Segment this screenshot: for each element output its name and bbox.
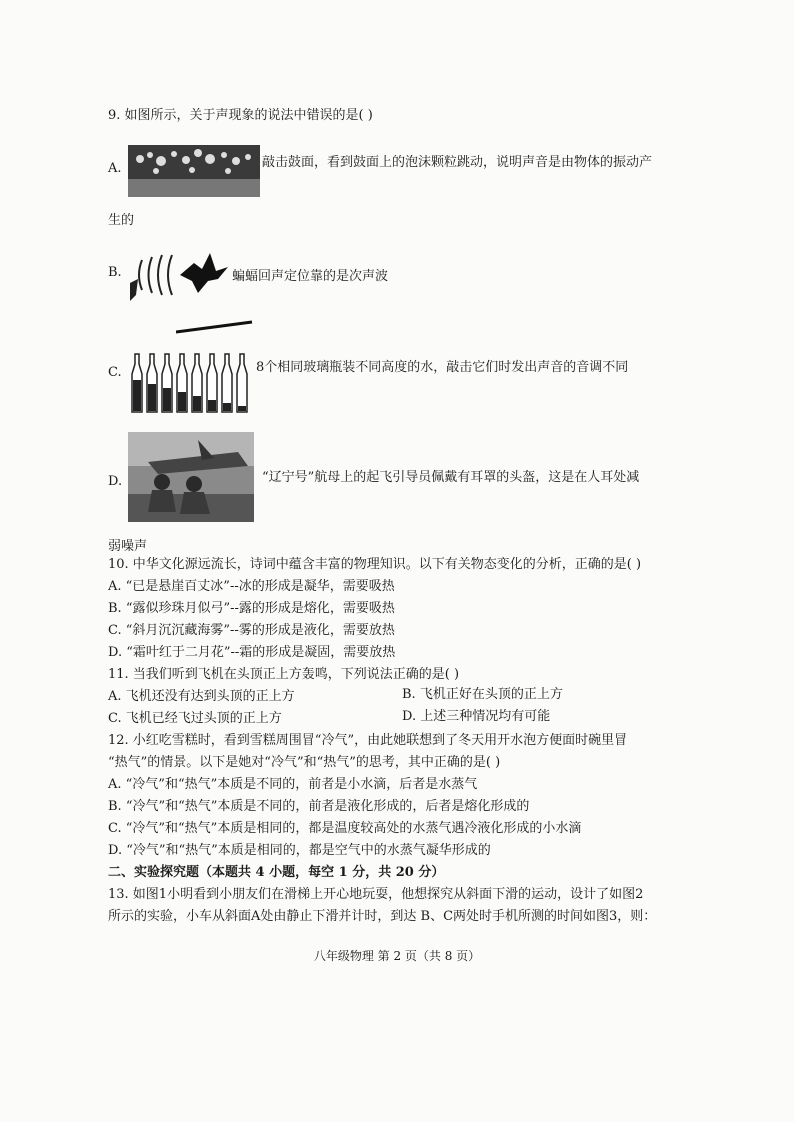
q9-option-c-text: 8个相同玻璃瓶装不同高度的水，敲击它们时发出声音的音调不同	[256, 360, 629, 375]
q13-stem-cont: 所示的实验，小车从斜面A处由静止下滑并计时，到达 B、C两处时手机所测的时间如图3，则：	[108, 909, 657, 924]
q9-option-d-label: D.	[108, 474, 123, 489]
q9-option-a-label: A.	[108, 161, 122, 176]
q12-option-b: B. “冷气”和“热气”本质是不同的，前者是液化形成的，后者是熔化形成的	[108, 799, 530, 814]
q10-stem: 10. 中华文化源远流长，诗词中蕴含丰富的物理知识。以下有关物态变化的分析，正确的是( )	[108, 557, 642, 572]
q12-option-c: C. “冷气”和“热气”本质是相同的，都是温度较高处的水蒸气遇冷液化形成的小水滴	[108, 821, 582, 836]
q12-option-d: D. “冷气”和“热气”本质是相同的，都是空气中的水蒸气凝华形成的	[108, 843, 491, 858]
q9-option-d-text: “辽宁号”航母上的起飞引导员佩戴有耳罩的头盔，这是在人耳处减	[262, 470, 640, 485]
q11-option-b: B. 飞机正好在头顶的正上方	[402, 687, 563, 702]
q9-option-c-label: C.	[108, 365, 122, 380]
q12-stem: 12. 小红吃雪糕时，看到雪糕周围冒“冷气”，由此她联想到了冬天用开水泡方便面时碗里冒	[108, 733, 628, 748]
q9-stem: 9. 如图所示，关于声现象的说法中错误的是( )	[108, 108, 373, 123]
q10-option-d: D. “霜叶红于二月花”--霜的形成是凝固，需要放热	[108, 645, 396, 660]
q10-option-b: B. “露似珍珠月似弓”--露的形成是熔化，需要吸热	[108, 601, 395, 616]
q10-option-a: A. “已是悬崖百丈冰”--冰的形成是凝华，需要吸热	[108, 579, 395, 594]
q10-option-c: C. “斜月沉沉藏海雾”--雾的形成是液化，需要放热	[108, 623, 395, 638]
aircraft-carrier-crew-image	[128, 432, 254, 522]
bat-underline-mark	[176, 320, 256, 334]
q11-stem: 11. 当我们听到飞机在头顶正上方轰鸣，下列说法正确的是( )	[108, 667, 460, 682]
q12-option-a: A. “冷气”和“热气”本质是不同的，前者是小水滴，后者是水蒸气	[108, 777, 478, 792]
q9-option-d-text-cont: 弱噪声	[108, 539, 148, 554]
q11-option-d: D. 上述三种情况均有可能	[402, 709, 551, 724]
q9-option-b-text: 蝙蝠回声定位靠的是次声波	[232, 269, 389, 284]
bat-echolocation-image	[128, 245, 236, 305]
page-footer: 八年级物理 第 2 页（共 8 页）	[313, 949, 481, 963]
section-heading-experiments: 二、实验探究题（本题共 4 小题，每空 1 分，共 20 分）	[108, 865, 445, 880]
drum-foam-image	[128, 145, 260, 197]
q13-stem: 13. 如图1小明看到小朋友们在滑梯上开心地玩耍，他想探究从斜面下滑的运动，设计了如图2	[108, 887, 644, 902]
q9-option-b-label: B.	[108, 265, 122, 280]
glass-bottles-image	[128, 350, 256, 416]
q9-option-a-text-cont: 生的	[108, 213, 135, 228]
q11-option-a: A. 飞机还没有达到头顶的正上方	[108, 689, 295, 704]
q12-stem-cont: “热气”的情景。以下是她对“冷气”和“热气”的思考，其中正确的是( )	[108, 755, 501, 770]
q11-option-c: C. 飞机已经飞过头顶的正上方	[108, 711, 282, 726]
q9-option-a-text: 敲击鼓面，看到鼓面上的泡沫颗粒跳动，说明声音是由物体的振动产	[262, 155, 653, 170]
